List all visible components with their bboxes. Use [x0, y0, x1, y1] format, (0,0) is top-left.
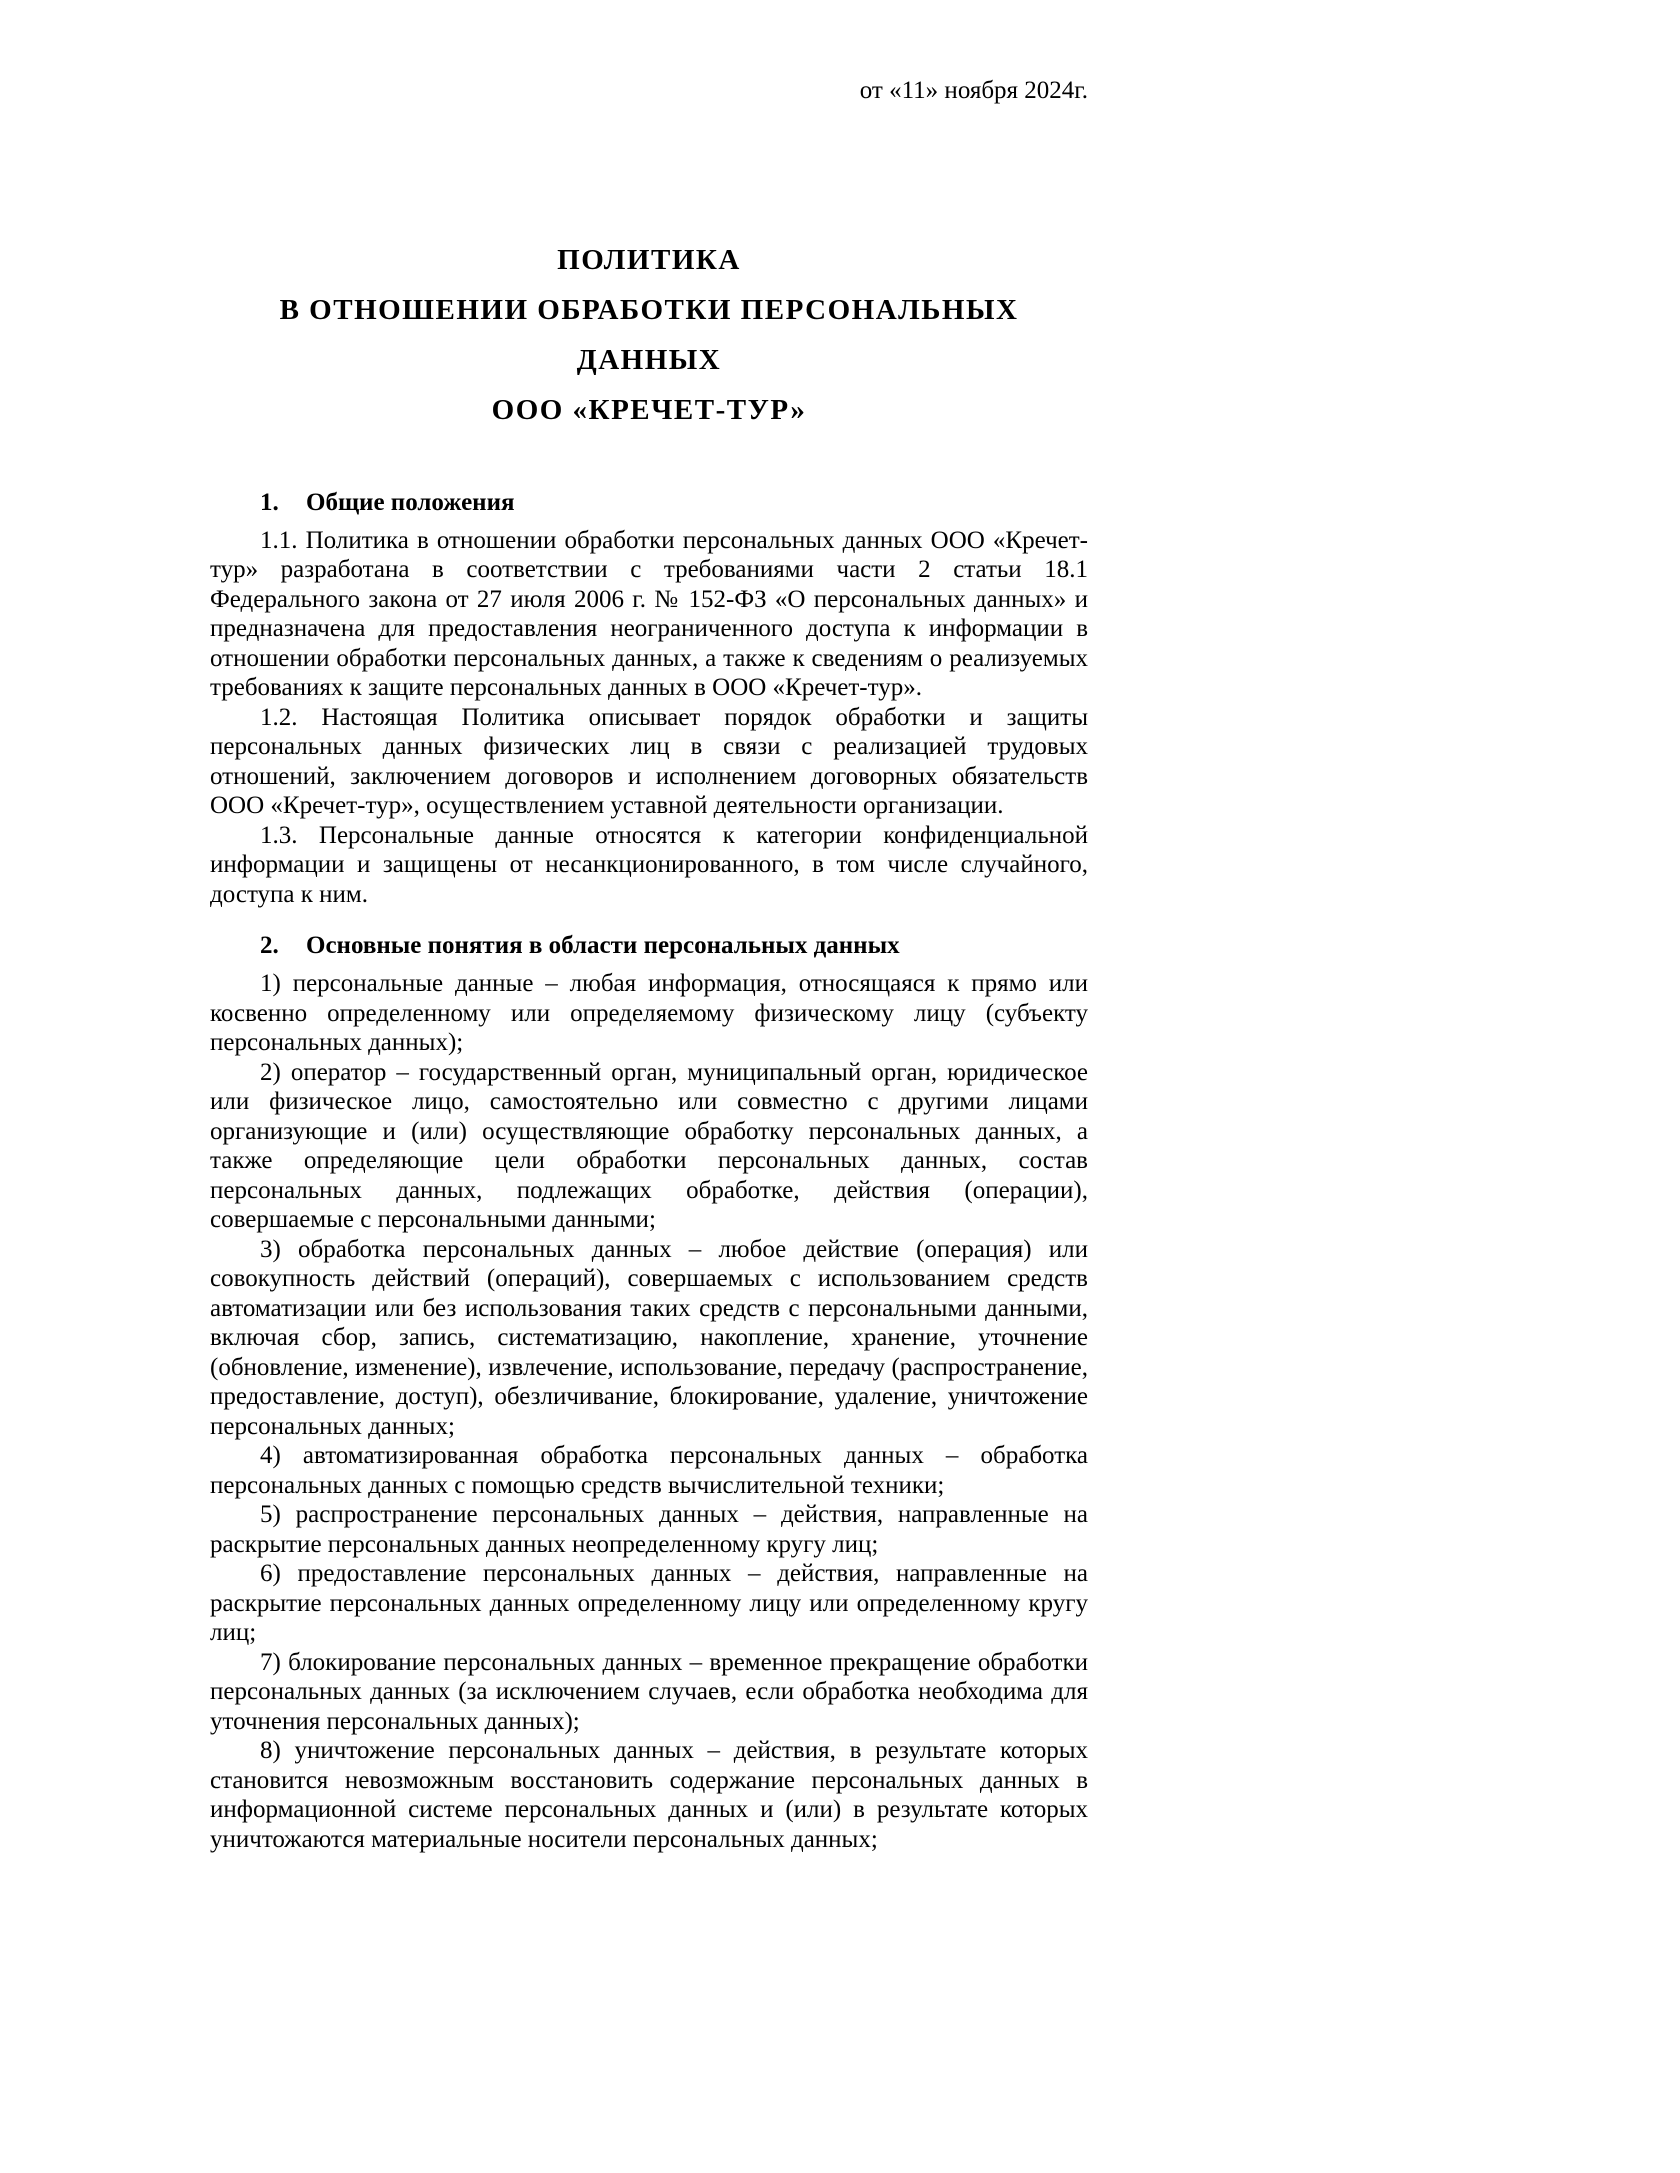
title-line-company: ООО «КРЕЧЕТ-ТУР»: [491, 393, 807, 426]
date-line: от «11» ноября 2024г.: [859, 77, 1088, 104]
definition-item-4: 4) автоматизированная обработка персональных данных – обработка персональных данных с помощью средств вычислительной техники;: [210, 1442, 1088, 1499]
section-1-number: 1.: [260, 488, 279, 516]
definition-item-3: 3) обработка персональных данных – любое действие (операция) или совокупность действий (операций), совершаемых с использованием средств автоматизации или без использования таких средств с персональными данными, включая сбор, запись, систематизацию, накопление, хранение, уточнение (обновление, изменение), извлечение, использование, передачу (распространение, предоставление, доступ), обезличивание, блокирование, удаление, уничтожение персональных данных;: [210, 1235, 1088, 1440]
section-1-title: Общие положения: [306, 488, 515, 516]
paragraph-1-2: 1.2. Настоящая Политика описывает порядок обработки и защиты персональных данных физических лиц в связи с реализацией трудовых отношений, заключением договоров и исполнением договорных обязательств ООО «Кречет-тур», осуществлением уставной деятельности организации.: [210, 703, 1088, 819]
definition-item-6: 6) предоставление персональных данных – действия, направленные на раскрытие персональных данных определенному лицу или определенному кругу лиц;: [210, 1560, 1088, 1646]
paragraph-1-3: 1.3. Персональные данные относятся к категории конфиденциальной информации и защищены от несанкционированного, в том числе случайного, доступа к ним.: [210, 821, 1088, 908]
definition-item-2: 2) оператор – государственный орган, муниципальный орган, юридическое или физическое лицо, самостоятельно или совместно с другими лицами организующие и (или) осуществляющие обработку персональных данных, а также определяющие цели обработки персональных данных, состав персональных данных, подлежащих обработке, действия (операции), совершаемые с персональными данными;: [210, 1058, 1088, 1233]
definition-item-1: 1) персональные данные – любая информация, относящаяся к прямо или косвенно определенному или определяемому физическому лицу (субъекту персональных данных);: [210, 970, 1088, 1056]
section-2-title: Основные понятия в области персональных данных: [306, 932, 900, 959]
paragraph-1-1: 1.1. Политика в отношении обработки персональных данных ООО «Кречет-тур» разработана в соответствии с требованиями части 2 статьи 18.1 Федерального закона от 27 июля 2006 г. № 152-ФЗ «О персональных данных» и предназначена для предоставления неограниченного доступа к информации в отношении обработки персональных данных, а также к сведениям о реализуемых требованиях к защите персональных данных в ООО «Кречет-тур».: [210, 526, 1088, 701]
section-2-heading: [210, 931, 1088, 961]
definition-item-7: 7) блокирование персональных данных – временное прекращение обработки персональных данных (за исключением случаев, если обработка необходима для уточнения персональных данных);: [210, 1648, 1088, 1735]
definition-item-8: 8) уничтожение персональных данных – действия, в результате которых становится невозможным восстановить содержание персональных данных в информационной системе персональных данных и (или) в результате которых уничтожаются материальные носители персональных данных;: [210, 1737, 1088, 1853]
definition-item-5: 5) распространение персональных данных – действия, направленные на раскрытие персональных данных неопределенному кругу лиц;: [210, 1501, 1088, 1558]
document-content: [210, 0, 1088, 1854]
document-title: [210, 236, 1088, 436]
section-general-provisions: [210, 488, 1088, 910]
title-line-subject: В ОТНОШЕНИИ ОБРАБОТКИ ПЕРСОНАЛЬНЫХ ДАННЫХ: [279, 293, 1019, 376]
section-1-heading: [210, 488, 1088, 518]
section-2-number: 2.: [260, 932, 279, 959]
section-basic-concepts: [210, 931, 1088, 1854]
title-line-policy: ПОЛИТИКА: [557, 244, 741, 276]
